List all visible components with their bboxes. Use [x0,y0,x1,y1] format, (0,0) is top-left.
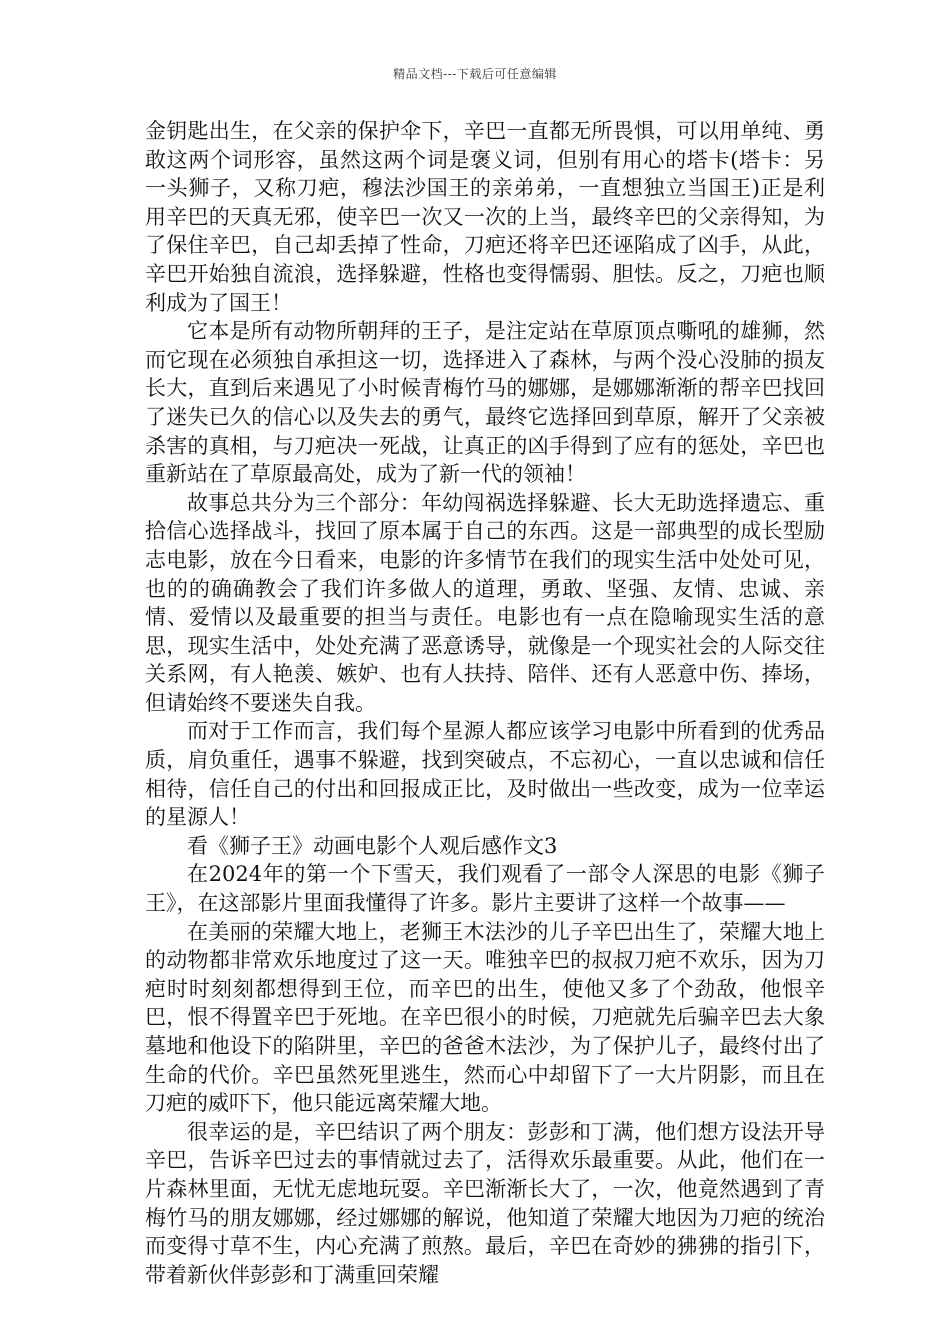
document-body [145,117,825,1289]
paragraph-1: 金钥匙出生，在父亲的保护伞下，辛巴一直都无所畏惧，可以用单纯、勇敢这两个词形容，虽然这两个词是褒义词，但别有用心的塔卡(塔卡：另一头狮子，又称刀疤，穆法沙国王的亲弟弟，一直想独立当国王)正是利用辛巴的天真无邪，使辛巴一次又一次的上当，最终辛巴的父亲得知，为了保住辛巴，自己却丢掉了性命，刀疤还将辛巴还诬陷成了凶手，从此，辛巴开始独自流浪，选择躲避，性格也变得懦弱、胆怯。反之，刀疤也顺利成为了国王！ [145,119,825,315]
paragraph-6: 在美丽的荣耀大地上，老狮王木法沙的儿子辛巴出生了，荣耀大地上的动物都非常欢乐地度过了这一天。唯独辛巴的叔叔刀疤不欢乐，因为刀疤时时刻刻都想得到王位，而辛巴的出生，使他又多了个劲敌，他恨辛巴，恨不得置辛巴于死地。在辛巴很小的时候，刀疤就先后骗辛巴去大象墓地和他设下的陷阱里，辛巴的爸爸木法沙，为了保护儿子，最终付出了生命的代价。辛巴虽然死里逃生，然而心中却留下了一大片阴影，而且在刀疤的威吓下，他只能远离荣耀大地。 [145,919,825,1116]
paragraph-2: 它本是所有动物所朝拜的王子，是注定站在草原顶点嘶吼的雄狮，然而它现在必须独自承担这一切，选择进入了森林，与两个没心没肺的损友长大，直到后来遇见了小时候青梅竹马的娜娜，是娜娜渐渐的帮辛巴找回了迷失已久的信心以及失去的勇气，最终它选择回到草原，解开了父亲被杀害的真相，与刀疤决一死战，让真正的凶手得到了应有的惩处，辛巴也重新站在了草原最高处，成为了新一代的领袖！ [145,319,825,487]
paragraph-4: 而对于工作而言，我们每个星源人都应该学习电影中所看到的优秀品质，肩负重任，遇事不躲避，找到突破点，不忘初心，一直以忠诚和信任相待，信任自己的付出和回报成正比，及时做出一些改变，成为一位幸运的星源人！ [145,719,825,830]
paragraph-7: 很幸运的是，辛巴结识了两个朋友：彭彭和丁满，他们想方设法开导辛巴，告诉辛巴过去的事情就过去了，活得欢乐最重要。从此，他们在一片森林里面，无忧无虑地玩耍。辛巴渐渐长大了，一次，他竟然遇到了青梅竹马的朋友娜娜，经过娜娜的解说，他知道了荣耀大地因为刀疤的统治而变得寸草不生，内心充满了煎熬。最后，辛巴在奇妙的狒狒的指引下，带着新伙伴彭彭和丁满重回荣耀 [145,1119,825,1287]
paragraph-3: 故事总共分为三个部分：年幼闯祸选择躲避、长大无助选择遗忘、重拾信心选择战斗，找回了原本属于自己的东西。这是一部典型的成长型励志电影，放在今日看来，电影的许多情节在我们的现实生活中处处可见，也的的确确教会了我们许多做人的道理，勇敢、坚强、友情、忠诚、亲情、爱情以及最重要的担当与责任。电影也有一点在隐喻现实生活的意思，现实生活中，处处充满了恶意诱导，就像是一个现实社会的人际交往关系网，有人艳羡、嫉妒、也有人扶持、陪伴、还有人恶意中伤、捧场，但请始终不要迷失自我。 [145,490,825,715]
paragraph-5: 在2024年的第一个下雪天，我们观看了一部令人深思的电影《狮子王》，在这部影片里面我懂得了许多。影片主要讲了这样一个故事—— [145,862,825,916]
section-heading: 看《狮子王》动画电影个人观后感作文3 [187,833,558,858]
page-header: 精品文档---下载后可任意编辑 [393,67,557,81]
